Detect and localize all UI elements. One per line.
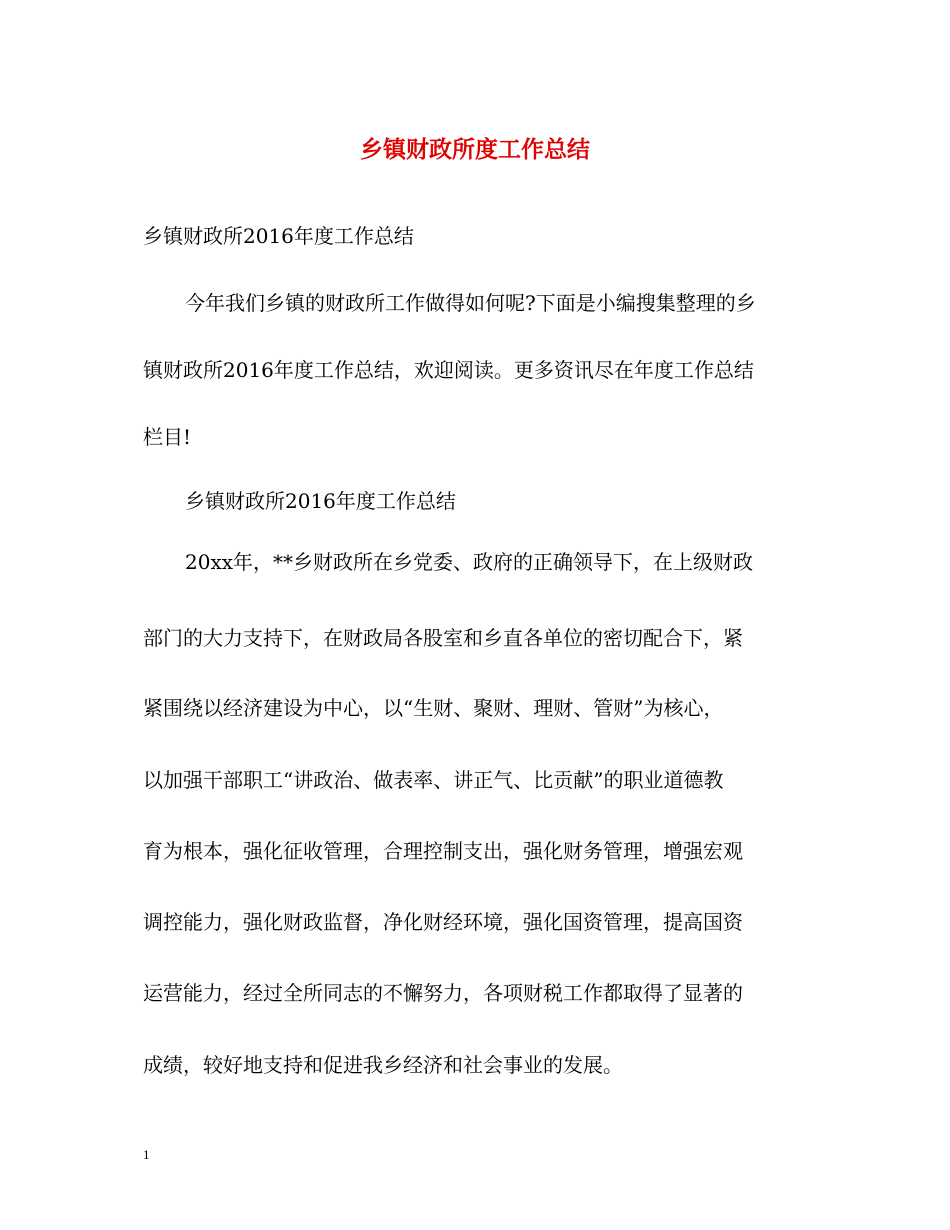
intro-line-3: 栏目! (143, 425, 192, 449)
intro-line-1: 今年我们乡镇的财政所工作做得如何呢?下面是小编搜集整理的乡 (185, 291, 756, 315)
body-line-3: 紧围绕以经济建设为中心，以“生财、聚财、理财、管财”为核心， (143, 696, 724, 720)
body-line-6: 调控能力，强化财政监督，净化财经环境，强化国资管理，提高国资 (143, 910, 743, 934)
document-title: 乡镇财政所度工作总结 (360, 136, 590, 163)
section-heading: 乡镇财政所2016年度工作总结 (185, 489, 456, 513)
body-line-1: 20xx年，**乡财政所在乡党委、政府的正确领导下，在上级财政 (185, 550, 754, 574)
body-line-4: 以加强干部职工“讲政治、做表率、讲正气、比贡献”的职业道德教 (143, 768, 724, 792)
page-number: 1 (143, 1147, 150, 1162)
body-line-5: 育为根本，强化征收管理，合理控制支出，强化财务管理，增强宏观 (143, 839, 743, 863)
body-line-2: 部门的大力支持下，在财政局各股室和乡直各单位的密切配合下，紧 (143, 626, 743, 650)
body-line-8: 成绩，较好地支持和促进我乡经济和社会事业的发展。 (143, 1053, 623, 1077)
intro-line-2: 镇财政所2016年度工作总结，欢迎阅读。更多资讯尽在年度工作总结 (143, 358, 754, 382)
body-line-7: 运营能力，经过全所同志的不懈努力，各项财税工作都取得了显著的 (143, 981, 743, 1005)
document-subtitle: 乡镇财政所2016年度工作总结 (143, 224, 414, 248)
